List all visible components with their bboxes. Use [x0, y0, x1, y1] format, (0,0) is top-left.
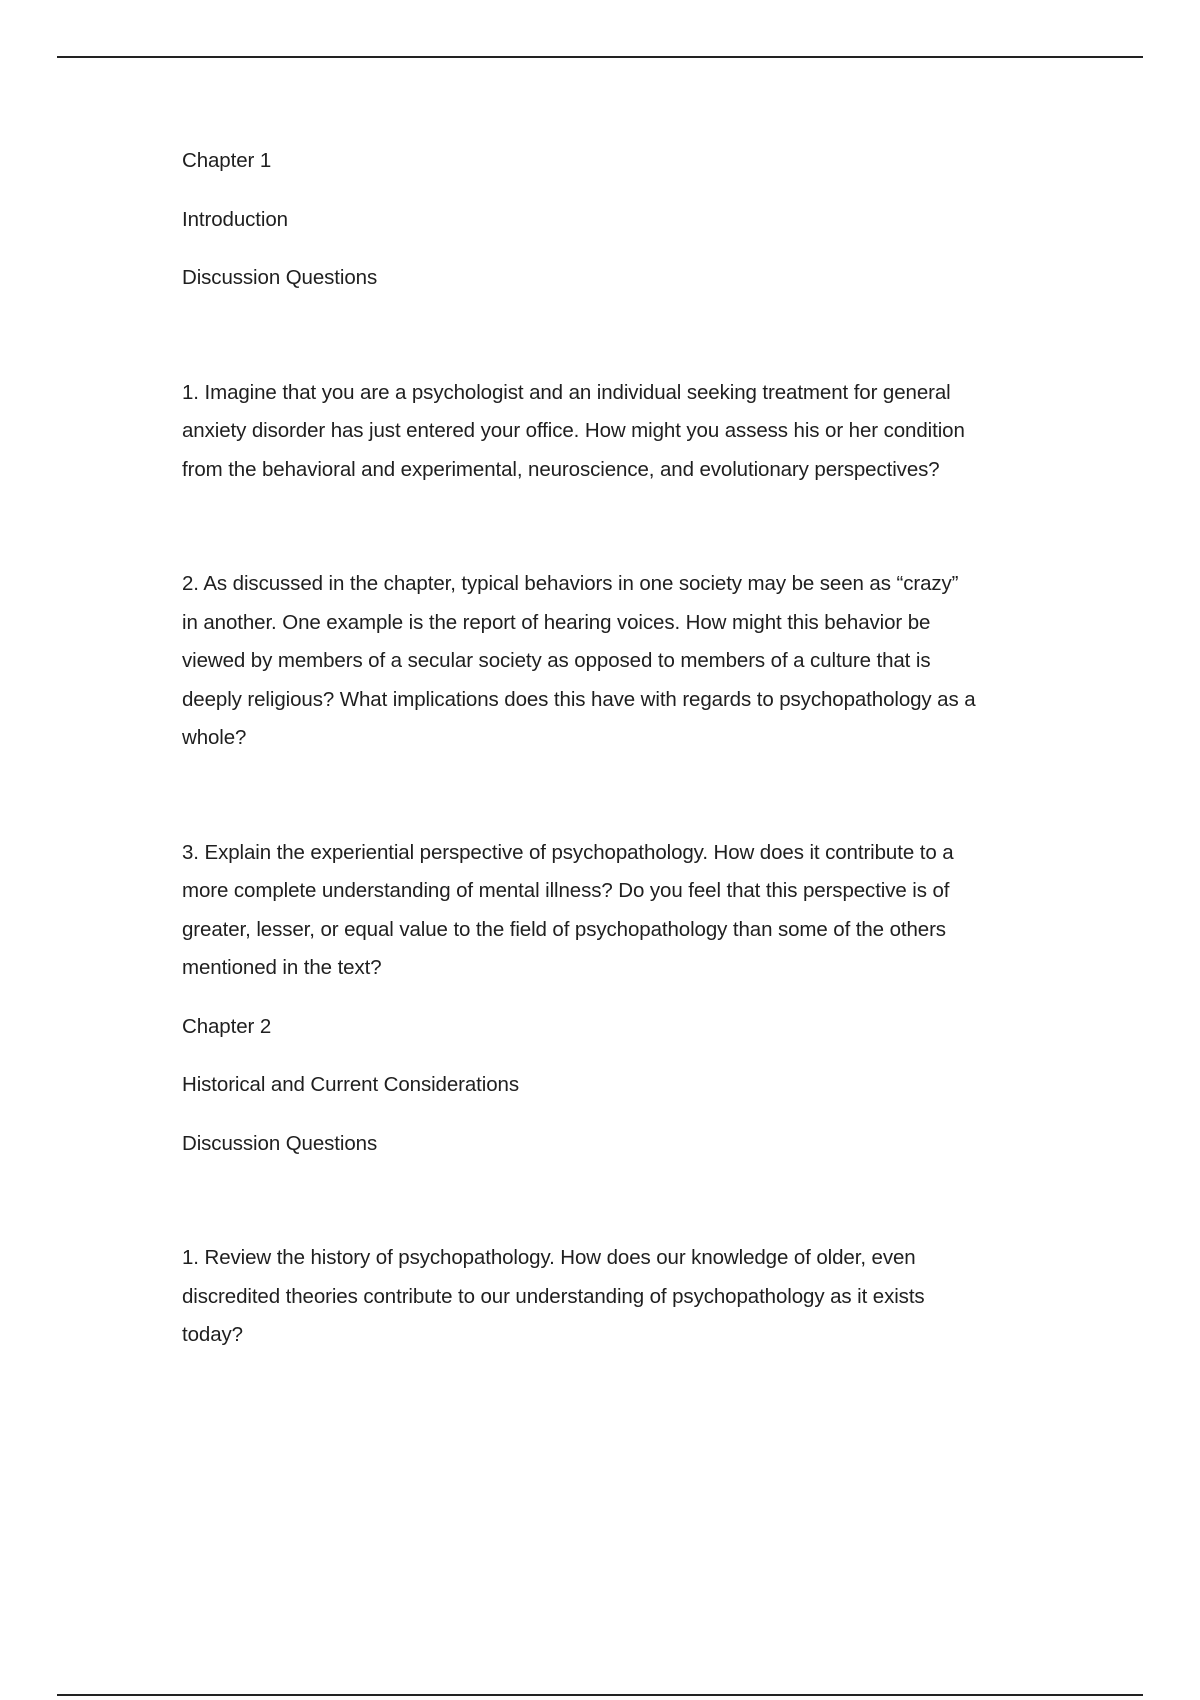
question-line: in another. One example is the report of hearing voices. How might this behavior be: [182, 610, 931, 634]
chapter-1-heading: [182, 142, 1082, 298]
question-line: 1. Imagine that you are a psychologist and an individual seeking treatment for general: [182, 380, 951, 404]
question-line: deeply religious? What implications does this have with regards to psychopathology as a: [182, 687, 976, 711]
chapter-2-section: Discussion Questions: [182, 1131, 378, 1155]
top-rule: [57, 56, 1143, 58]
chapter-1-label: Chapter 1: [182, 149, 272, 172]
chapter-2-title: Historical and Current Considerations: [182, 1073, 519, 1096]
chapter-1-question-1: [182, 374, 1082, 490]
page-content: [182, 142, 1082, 1355]
chapter-1-section: Discussion Questions: [182, 266, 378, 289]
question-line: discredited theories contribute to our understanding of psychopathology as it exists: [182, 1284, 925, 1308]
question-line: whole?: [182, 726, 247, 749]
question-line: 2. As discussed in the chapter, typical behaviors in one society may be seen as “crazy”: [182, 572, 959, 595]
chapter-1-question-3: [182, 834, 1082, 988]
question-line: more complete understanding of mental illness? Do you feel that this perspective is of: [182, 879, 950, 902]
chapter-2-question-1: [182, 1239, 1082, 1355]
question-line: greater, lesser, or equal value to the field of psychopathology than some of the others: [182, 917, 946, 941]
question-line: 3. Explain the experiential perspective of psychopathology. How does it contribute to a: [182, 840, 954, 864]
question-line: viewed by members of a secular society as opposed to members of a culture that is: [182, 649, 931, 672]
question-line: from the behavioral and experimental, neuroscience, and evolutionary perspectives?: [182, 457, 940, 481]
bottom-rule: [57, 1694, 1143, 1696]
question-line: mentioned in the text?: [182, 956, 382, 979]
chapter-1-question-2: [182, 565, 1082, 758]
chapter-2-label: Chapter 2: [182, 1014, 272, 1038]
chapter-2-heading: [182, 1008, 1082, 1164]
chapter-1-title: Introduction: [182, 207, 288, 231]
question-line: today?: [182, 1323, 243, 1346]
question-line: anxiety disorder has just entered your office. How might you assess his or her condition: [182, 419, 965, 442]
question-line: 1. Review the history of psychopathology. How does our knowledge of older, even: [182, 1246, 916, 1269]
